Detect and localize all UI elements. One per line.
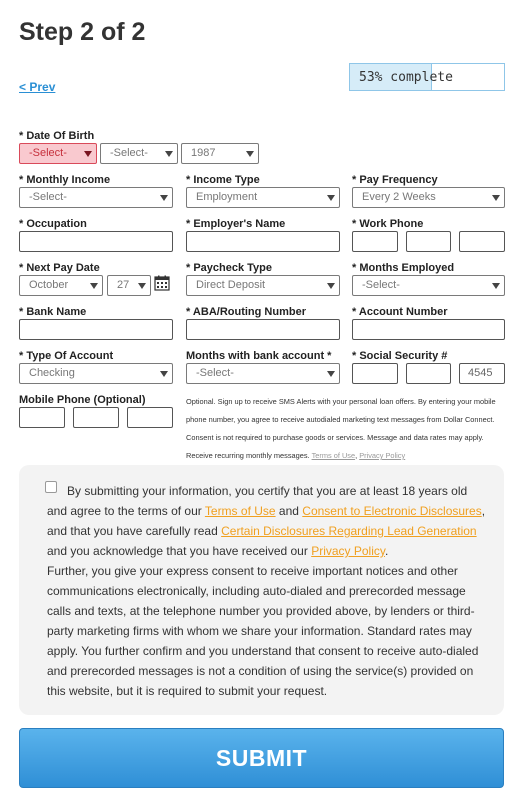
ssn-last4-value: 4545 <box>468 367 493 379</box>
months-bank-label: Months with bank account * <box>186 350 332 362</box>
sms-text: Optional. Sign up to receive SMS Alerts with your personal loan offers. By entering your mobile phone number, you agree to receive autodialed marketing text messages from Dollar Connect. Consent is not required to purchase goods or services. Message and data rates may apply. Receive recurring monthly messages. <box>186 397 496 460</box>
months-employed-select[interactable] <box>352 275 505 296</box>
electronic-disclosures-link[interactable]: Consent to Electronic Disclosures <box>302 504 482 518</box>
chevron-down-icon <box>160 195 168 201</box>
mobile-prefix-input[interactable] <box>73 407 119 428</box>
chevron-down-icon <box>492 283 500 289</box>
months-bank-select[interactable] <box>186 363 340 384</box>
account-number-input[interactable] <box>352 319 505 340</box>
dob-year-select[interactable] <box>181 143 259 164</box>
progress-bar <box>349 63 505 91</box>
consent-panel <box>19 465 504 715</box>
ssn-area-input[interactable] <box>352 363 398 384</box>
dob-day-select[interactable] <box>100 143 178 164</box>
monthly-income-label: * Monthly Income <box>19 174 111 186</box>
dob-label: * Date Of Birth <box>19 130 95 142</box>
sms-disclaimer: Optional. Sign up to receive SMS Alerts with your personal loan offers. By entering your mobile phone number, you agree to receive autodialed marketing text messages from Dollar Connect. Consent is not required to purchase goods or services. Message and data rates may apply. Receive recurring monthly messages. Terms of Use, Privacy Policy <box>186 397 496 460</box>
account-type-value: Checking <box>29 367 75 379</box>
occupation-input[interactable] <box>19 231 173 252</box>
bank-name-input[interactable] <box>19 319 173 340</box>
chevron-down-icon <box>327 371 335 377</box>
work-phone-label: * Work Phone <box>352 218 424 230</box>
ssn-serial-input[interactable] <box>459 363 505 384</box>
mobile-label: Mobile Phone (Optional) <box>19 394 146 406</box>
occupation-label: * Occupation <box>19 218 87 230</box>
next-pay-month-value: October <box>29 279 69 291</box>
ssn-group-input[interactable] <box>406 363 451 384</box>
employer-input[interactable] <box>186 231 340 252</box>
dob-day-value: -Select- <box>110 147 148 159</box>
next-pay-label: * Next Pay Date <box>19 262 100 274</box>
monthly-income-value: -Select- <box>29 191 67 203</box>
months-employed-label: * Months Employed <box>352 262 455 274</box>
income-type-value: Employment <box>196 191 258 203</box>
work-phone-line-input[interactable] <box>459 231 505 252</box>
chevron-down-icon <box>246 151 254 157</box>
income-type-label: * Income Type <box>186 174 260 186</box>
income-type-select[interactable] <box>186 187 340 208</box>
calendar-icon[interactable] <box>154 275 170 291</box>
pay-frequency-select[interactable] <box>352 187 505 208</box>
account-type-label: * Type Of Account <box>19 350 114 362</box>
lead-generation-disclosures-link[interactable]: Certain Disclosures Regarding Lead Generation <box>221 524 477 538</box>
dob-year-value: 1987 <box>191 147 216 159</box>
consent-p4: Further, you give your express consent to receive important notices and other communications electronically, including auto-dialed and prerecorded message calls and texts, at the telephone number you provided above, by lenders or third-party marketing firms with whom we share your information. Standard rates may apply. You further confirm and you understand that consent to receive auto-dialed and prerecorded messages is not a condition of using the service(s) provided on this website, but it is required to submit your request. <box>47 564 479 698</box>
page-title: Step 2 of 2 <box>19 18 146 46</box>
consent-p2: , and that you have carefully read <box>47 504 486 538</box>
consent-text: By submitting your information, you certify that you are at least 18 years old and agree to the terms of our Terms of Use and Consent to Electronic Disclosures, and that you have carefully read Certain Disclosures Regarding Lead Generation and you acknowledge that you have received our Privacy Policy. Further, you give your express consent to receive important notices and other communications electronically, including auto-dialed and prerecorded message calls and texts, at the telephone number you provided above, by lenders or third-party marketing firms with whom we share your information. Standard rates may apply. You further confirm and you understand that consent to receive auto-dialed and prerecorded messages is not a condition of using the service(s) provided on this website, but it is required to submit your request. <box>47 484 486 698</box>
routing-label: * ABA/Routing Number <box>186 306 306 318</box>
chevron-down-icon <box>160 371 168 377</box>
chevron-down-icon <box>90 283 98 289</box>
account-number-label: * Account Number <box>352 306 448 318</box>
mobile-line-input[interactable] <box>127 407 173 428</box>
prev-link[interactable]: < Prev <box>19 80 56 94</box>
consent-and: and <box>278 504 299 518</box>
chevron-down-icon <box>138 283 146 289</box>
monthly-income-select[interactable] <box>19 187 173 208</box>
dob-month-value: -Select- <box>29 147 67 159</box>
chevron-down-icon <box>327 195 335 201</box>
months-employed-value: -Select- <box>362 279 400 291</box>
dob-month-select[interactable] <box>19 143 97 164</box>
mobile-area-input[interactable] <box>19 407 65 428</box>
next-pay-day-select[interactable] <box>107 275 151 296</box>
paycheck-type-select[interactable] <box>186 275 340 296</box>
account-type-select[interactable] <box>19 363 173 384</box>
months-bank-value: -Select- <box>196 367 234 379</box>
chevron-down-icon <box>84 151 92 157</box>
sms-privacy-link[interactable]: Privacy Policy <box>359 451 406 460</box>
bank-name-label: * Bank Name <box>19 306 87 318</box>
employer-label: * Employer's Name <box>186 218 286 230</box>
consent-p3: and you acknowledge that you have received our <box>47 544 308 558</box>
terms-of-use-link[interactable]: Terms of Use <box>204 504 276 518</box>
chevron-down-icon <box>492 195 500 201</box>
sms-terms-link[interactable]: Terms of Use <box>311 451 356 460</box>
next-pay-day-value: 27 <box>117 279 130 291</box>
ssn-label: * Social Security # <box>352 350 448 362</box>
work-phone-prefix-input[interactable] <box>406 231 451 252</box>
progress-label: 53% complete <box>359 70 453 85</box>
pay-frequency-value: Every 2 Weeks <box>362 191 436 203</box>
next-pay-month-select[interactable] <box>19 275 103 296</box>
privacy-policy-link[interactable]: Privacy Policy <box>311 544 385 558</box>
pay-frequency-label: * Pay Frequency <box>352 174 438 186</box>
chevron-down-icon <box>165 151 173 157</box>
chevron-down-icon <box>327 283 335 289</box>
submit-button[interactable]: SUBMIT <box>19 728 504 788</box>
work-phone-area-input[interactable] <box>352 231 398 252</box>
paycheck-type-value: Direct Deposit <box>196 279 266 291</box>
paycheck-type-label: * Paycheck Type <box>186 262 273 274</box>
consent-p1: By submitting your information, you certify that you are at least 18 years old and agree to the terms of our <box>47 484 468 518</box>
routing-input[interactable] <box>186 319 340 340</box>
